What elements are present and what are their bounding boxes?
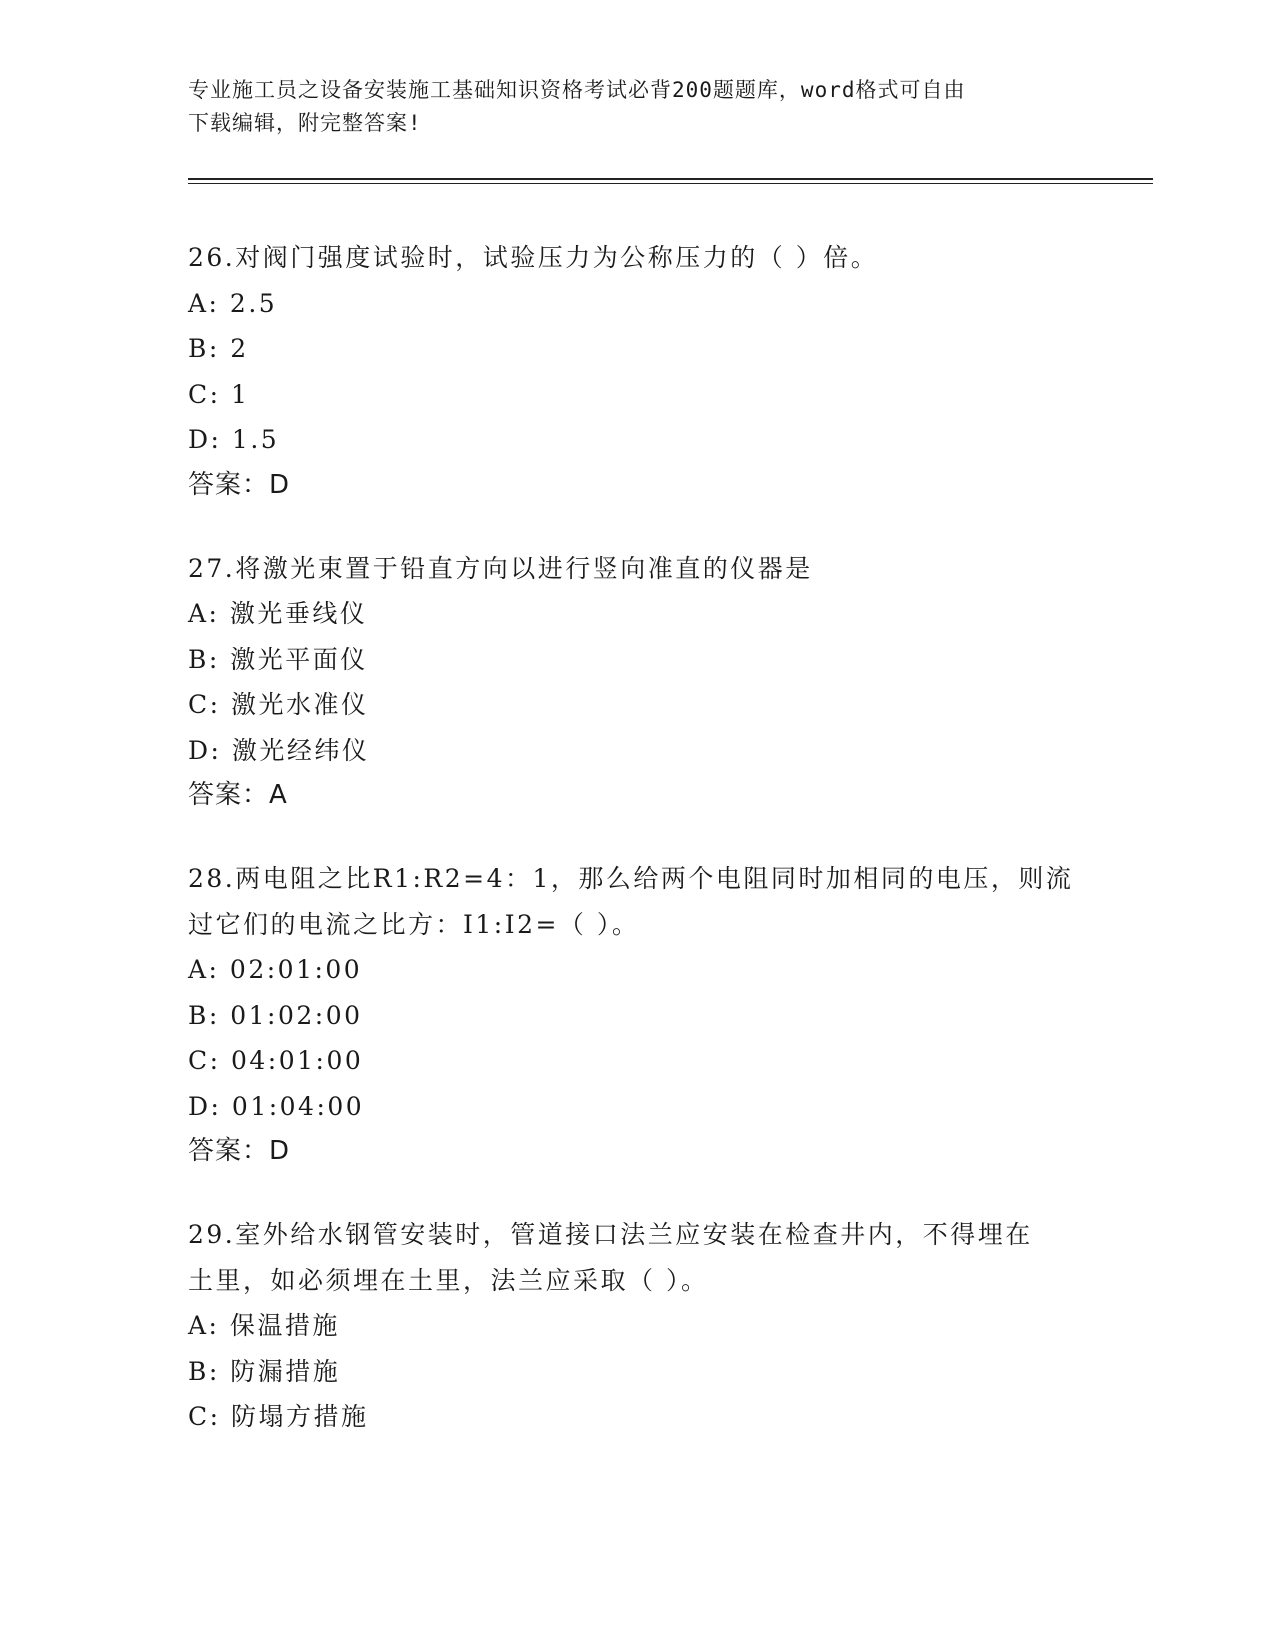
header-divider-thin	[188, 183, 1153, 184]
header-line-1: 专业施工员之设备安装施工基础知识资格考试必背200题题库，word格式可自由	[188, 78, 966, 102]
option-a: A: 激光垂线仪	[188, 599, 368, 628]
option-c: C: 04:01:00	[188, 1046, 364, 1075]
option-c: C: 1	[188, 379, 250, 409]
option-b: B: 激光平面仪	[188, 644, 368, 674]
document-header	[188, 74, 1068, 140]
option-d: D: 1.5	[188, 425, 280, 454]
header-divider-thick	[188, 178, 1153, 180]
option-a: A: 02:01:00	[188, 955, 363, 984]
question-stem: 26.对阀门强度试验时，试验压力为公称压力的（ ）倍。	[188, 243, 879, 272]
answer: 答案：D	[188, 469, 291, 500]
option-a: A: 保温措施	[188, 1311, 340, 1340]
question-stem-line-2: 土里，如必须埋在土里，法兰应采取（ ）。	[188, 1265, 709, 1295]
option-b: B: 01:02:00	[188, 1000, 363, 1030]
option-b: B: 防漏措施	[188, 1356, 341, 1386]
question-stem-line-1: 29.室外给水钢管安装时，管道接口法兰应安装在检查井内，不得埋在	[188, 1220, 1033, 1249]
question-stem-line-2: 过它们的电流之比方：I1:I2=（ ）。	[188, 909, 640, 939]
option-c: C: 激光水准仪	[188, 690, 369, 719]
question-28	[188, 856, 1088, 1173]
answer: 答案：D	[188, 1136, 291, 1166]
question-27	[188, 546, 1088, 818]
answer: 答案：A	[188, 780, 288, 810]
option-d: D: 01:04:00	[188, 1091, 365, 1121]
header-line-2: 下载编辑，附完整答案!	[188, 111, 422, 135]
option-a: A: 2.5	[188, 288, 278, 318]
option-c: C: 防塌方措施	[188, 1402, 369, 1431]
question-stem: 27.将激光束置于铅直方向以进行竖向准直的仪器是	[188, 553, 813, 583]
option-d: D: 激光经纬仪	[188, 735, 370, 765]
question-26	[188, 235, 1088, 507]
option-b: B: 2	[188, 334, 249, 363]
question-29	[188, 1212, 1088, 1440]
question-stem-line-1: 28.两电阻之比R1:R2=4：1，那么给两个电阻同时加相同的电压，则流	[188, 864, 1074, 893]
question-list	[188, 235, 1088, 1479]
